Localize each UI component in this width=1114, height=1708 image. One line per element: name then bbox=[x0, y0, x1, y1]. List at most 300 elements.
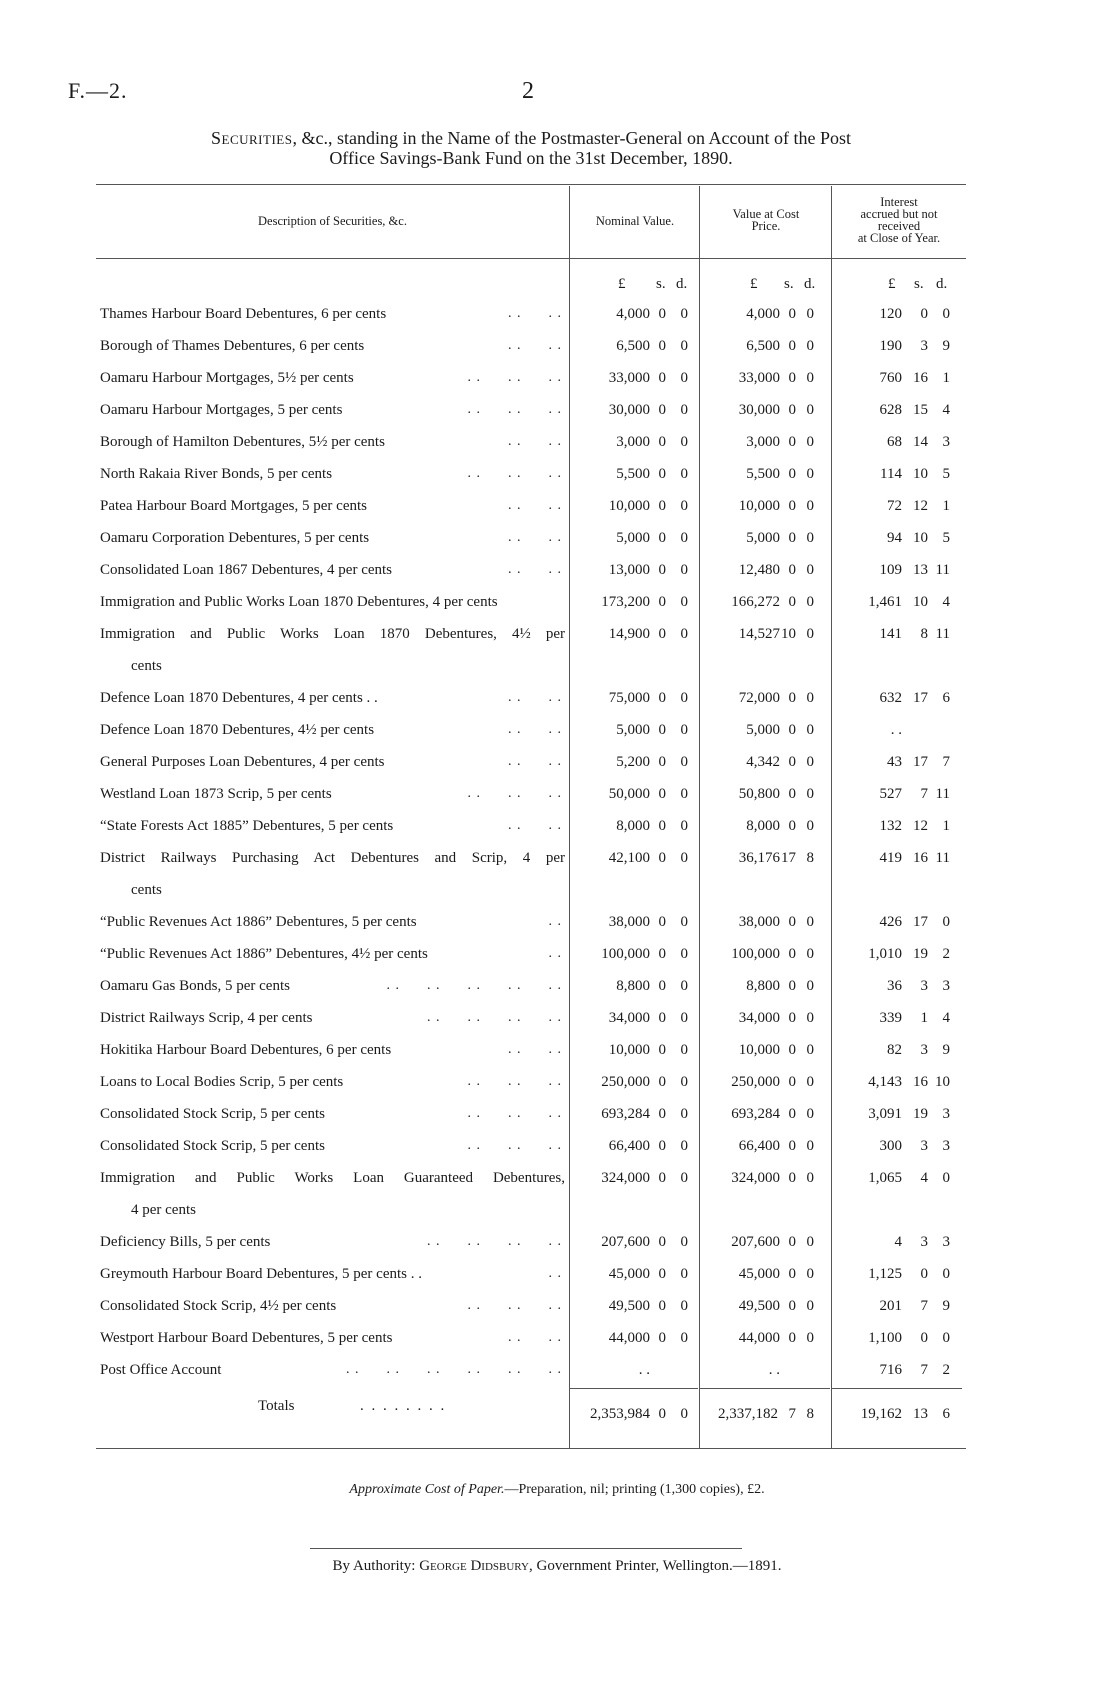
interest-pence: 4 bbox=[942, 594, 950, 610]
table-row bbox=[0, 1354, 1114, 1386]
leader-dots: . . . . bbox=[508, 434, 562, 449]
col-head-description: Description of Securities, &c. bbox=[258, 214, 407, 228]
cost-shillings: 0 bbox=[788, 1074, 796, 1090]
interest-pounds: 132 bbox=[879, 818, 902, 834]
interest-pence: 7 bbox=[942, 754, 950, 770]
col-head-interest bbox=[834, 196, 964, 244]
interest-pence: 3 bbox=[942, 1138, 950, 1154]
security-description: Hokitika Harbour Board Debentures, 6 per cents bbox=[100, 1042, 392, 1058]
table-row bbox=[0, 842, 1114, 898]
interest-shillings: 17 bbox=[913, 754, 928, 770]
nominal-shillings: 0 bbox=[658, 434, 666, 450]
title-rest: , &c., standing in the Name of the Postmaster-General on Account of the Post bbox=[292, 128, 851, 148]
interest-pence: 11 bbox=[935, 562, 950, 578]
interest-shillings: 3 bbox=[920, 1138, 928, 1154]
table-row bbox=[0, 330, 1114, 362]
security-description: District Railways Purchasing Act Debentures and Scrip, 4 per bbox=[100, 850, 565, 866]
nominal-pounds: 38,000 bbox=[608, 914, 650, 930]
cost-pence: 0 bbox=[806, 626, 814, 642]
security-description: Immigration and Public Works Loan 1870 Debentures, 4½ per bbox=[100, 626, 565, 642]
cost-pounds: 100,000 bbox=[731, 946, 780, 962]
security-description: North Rakaia River Bonds, 5 per cents bbox=[100, 466, 333, 482]
nominal-pounds: 10,000 bbox=[608, 1042, 650, 1058]
interest-pounds: 1,010 bbox=[868, 946, 902, 962]
nominal-pence: 0 bbox=[680, 1266, 688, 1282]
cost-pence: 0 bbox=[806, 1138, 814, 1154]
cost-shillings: 0 bbox=[788, 722, 796, 738]
totals-interest-pounds: 19,162 bbox=[860, 1406, 902, 1422]
interest-pence: 0 bbox=[942, 1170, 950, 1186]
nominal-shillings: 0 bbox=[658, 690, 666, 706]
interest-shillings: 3 bbox=[920, 1042, 928, 1058]
unit-pound-nominal: £ bbox=[618, 276, 626, 292]
interest-shillings: 19 bbox=[913, 1106, 928, 1122]
interest-shillings: 3 bbox=[920, 338, 928, 354]
nominal-pence: 0 bbox=[680, 1298, 688, 1314]
table-row bbox=[0, 810, 1114, 842]
interest-pounds: 72 bbox=[887, 498, 902, 514]
interest-pounds: 628 bbox=[879, 402, 902, 418]
leader-dots: . . . . bbox=[508, 1042, 562, 1057]
table-top-rule bbox=[96, 184, 966, 185]
nominal-shillings: 0 bbox=[658, 1234, 666, 1250]
title-lead: Securities bbox=[211, 128, 293, 148]
security-description: Loans to Local Bodies Scrip, 5 per cents bbox=[100, 1074, 344, 1090]
nominal-pounds: 8,800 bbox=[616, 978, 650, 994]
leader-dots: . . . . . . bbox=[467, 466, 562, 481]
interest-pounds: 527 bbox=[879, 786, 902, 802]
page-number: 2 bbox=[522, 78, 534, 104]
nominal-shillings: 0 bbox=[658, 594, 666, 610]
leader-dots: . . . . . . bbox=[467, 1138, 562, 1153]
cost-shillings: 0 bbox=[788, 690, 796, 706]
nominal-shillings: 0 bbox=[658, 498, 666, 514]
nominal-shillings: 0 bbox=[658, 626, 666, 642]
nominal-shillings: 0 bbox=[658, 466, 666, 482]
nominal-shillings: 0 bbox=[658, 1298, 666, 1314]
table-row bbox=[0, 426, 1114, 458]
cost-pence: 0 bbox=[806, 754, 814, 770]
cost-pounds: 8,800 bbox=[746, 978, 780, 994]
table-row bbox=[0, 1098, 1114, 1130]
cost-shillings: 0 bbox=[788, 594, 796, 610]
cost-shillings: 0 bbox=[788, 818, 796, 834]
nominal-shillings: 0 bbox=[658, 818, 666, 834]
interest-pounds: 760 bbox=[879, 370, 902, 386]
security-description: Oamaru Gas Bonds, 5 per cents bbox=[100, 978, 290, 994]
cost-pence: 0 bbox=[806, 466, 814, 482]
interest-pounds: . . bbox=[890, 722, 902, 738]
interest-pounds: 4 bbox=[894, 1234, 902, 1250]
cost-pence: 0 bbox=[806, 978, 814, 994]
totals-row bbox=[0, 1398, 1114, 1430]
security-description: Greymouth Harbour Board Debentures, 5 per cents . . bbox=[100, 1266, 422, 1282]
interest-shillings: 19 bbox=[913, 946, 928, 962]
security-description: Defence Loan 1870 Debentures, 4½ per cents bbox=[100, 722, 375, 738]
printer-authority bbox=[0, 1558, 1114, 1575]
security-description: Oamaru Corporation Debentures, 5 per cents bbox=[100, 530, 370, 546]
leader-dots: . . . . bbox=[508, 722, 562, 737]
interest-pounds: 419 bbox=[879, 850, 902, 866]
interest-pounds: 36 bbox=[887, 978, 902, 994]
table-row bbox=[0, 1002, 1114, 1034]
interest-pence: 4 bbox=[942, 402, 950, 418]
unit-pence-interest: d. bbox=[936, 276, 948, 292]
totals-leader-dots: . . . . . . . . bbox=[360, 1398, 447, 1414]
page-header-left: F.—2. bbox=[68, 78, 128, 103]
interest-shillings: 0 bbox=[920, 1266, 928, 1282]
table-row bbox=[0, 906, 1114, 938]
security-description: Consolidated Stock Scrip, 4½ per cents bbox=[100, 1298, 337, 1314]
cost-pence: 0 bbox=[806, 338, 814, 354]
cost-pence: 0 bbox=[806, 370, 814, 386]
document-title bbox=[96, 128, 966, 168]
cost-shillings: 17 bbox=[781, 850, 796, 866]
interest-pence: 11 bbox=[935, 850, 950, 866]
nominal-pounds: 66,400 bbox=[608, 1138, 650, 1154]
cost-pence: 0 bbox=[806, 306, 814, 322]
cost-shillings: 0 bbox=[788, 914, 796, 930]
cost-shillings: 10 bbox=[781, 626, 796, 642]
nominal-shillings: 0 bbox=[658, 1138, 666, 1154]
interest-shillings: 3 bbox=[920, 978, 928, 994]
cost-pence: 0 bbox=[806, 434, 814, 450]
nominal-pence: 0 bbox=[680, 306, 688, 322]
leader-dots: . . . . bbox=[508, 306, 562, 321]
cost-pence: 0 bbox=[806, 818, 814, 834]
cost-pounds: 33,000 bbox=[738, 370, 780, 386]
leader-dots: . . . . . . . . bbox=[427, 1234, 562, 1249]
leader-dots: . . . . bbox=[508, 562, 562, 577]
totals-top-rule-cost bbox=[700, 1388, 830, 1389]
interest-pence: 1 bbox=[942, 498, 950, 514]
leader-dots: . . . . . . bbox=[467, 1074, 562, 1089]
unit-pence-cost: d. bbox=[804, 276, 816, 292]
interest-pence: 3 bbox=[942, 434, 950, 450]
interest-pounds: 114 bbox=[880, 466, 902, 482]
cost-shillings: 0 bbox=[788, 1298, 796, 1314]
nominal-shillings: 0 bbox=[658, 530, 666, 546]
cost-pounds: 693,284 bbox=[731, 1106, 780, 1122]
leader-dots: . . . . . . . . bbox=[427, 1010, 562, 1025]
cost-pounds: 5,000 bbox=[746, 530, 780, 546]
nominal-pence: 0 bbox=[680, 402, 688, 418]
cost-shillings: 0 bbox=[788, 786, 796, 802]
cost-pence: 0 bbox=[806, 530, 814, 546]
cost-pence: 0 bbox=[806, 1298, 814, 1314]
cost-pounds: 324,000 bbox=[731, 1170, 780, 1186]
table-row bbox=[0, 362, 1114, 394]
cost-pounds: . . bbox=[768, 1362, 780, 1378]
interest-pence: 0 bbox=[942, 914, 950, 930]
table-row bbox=[0, 746, 1114, 778]
leader-dots: . . . . bbox=[508, 1330, 562, 1345]
interest-pence: 2 bbox=[942, 946, 950, 962]
cost-shillings: 0 bbox=[788, 1010, 796, 1026]
cost-shillings: 0 bbox=[788, 370, 796, 386]
interest-pounds: 120 bbox=[879, 306, 902, 322]
table-row bbox=[0, 970, 1114, 1002]
nominal-pounds: 75,000 bbox=[608, 690, 650, 706]
table-row bbox=[0, 1322, 1114, 1354]
cost-shillings: 0 bbox=[788, 530, 796, 546]
cost-pounds: 10,000 bbox=[738, 1042, 780, 1058]
nominal-pounds: 30,000 bbox=[608, 402, 650, 418]
cost-pounds: 45,000 bbox=[738, 1266, 780, 1282]
nominal-pounds: 13,000 bbox=[608, 562, 650, 578]
nominal-pounds: 50,000 bbox=[608, 786, 650, 802]
interest-pence: 3 bbox=[942, 978, 950, 994]
interest-pounds: 68 bbox=[887, 434, 902, 450]
nominal-pence: 0 bbox=[680, 434, 688, 450]
totals-top-rule-nominal bbox=[570, 1388, 698, 1389]
nominal-shillings: 0 bbox=[658, 850, 666, 866]
leader-dots: . . . . bbox=[508, 690, 562, 705]
security-description: Deficiency Bills, 5 per cents bbox=[100, 1234, 271, 1250]
cost-pence: 0 bbox=[806, 1170, 814, 1186]
nominal-pence: 0 bbox=[680, 1234, 688, 1250]
totals-label: Totals bbox=[258, 1398, 295, 1414]
table-row bbox=[0, 714, 1114, 746]
interest-shillings: 7 bbox=[920, 786, 928, 802]
table-row bbox=[0, 1290, 1114, 1322]
cost-shillings: 0 bbox=[788, 1330, 796, 1346]
interest-pounds: 1,461 bbox=[868, 594, 902, 610]
interest-pence: 9 bbox=[942, 338, 950, 354]
nominal-pence: 0 bbox=[680, 786, 688, 802]
authority-suffix: , Government Printer, Wellington.—1891. bbox=[528, 1558, 782, 1574]
cost-pounds: 72,000 bbox=[738, 690, 780, 706]
totals-cost-shillings: 7 bbox=[788, 1406, 796, 1422]
interest-pence: 1 bbox=[942, 818, 950, 834]
cost-pounds: 166,272 bbox=[731, 594, 780, 610]
interest-shillings: 15 bbox=[913, 402, 928, 418]
unit-shilling-interest: s. bbox=[914, 276, 924, 292]
cost-pounds: 4,342 bbox=[746, 754, 780, 770]
interest-shillings: 0 bbox=[920, 1330, 928, 1346]
interest-pence: 3 bbox=[942, 1234, 950, 1250]
interest-shillings: 10 bbox=[913, 594, 928, 610]
nominal-pence: 0 bbox=[680, 722, 688, 738]
nominal-shillings: 0 bbox=[658, 946, 666, 962]
nominal-pounds: . . bbox=[638, 1362, 650, 1378]
table-row bbox=[0, 778, 1114, 810]
security-description: “Public Revenues Act 1886” Debentures, 4½ per cents bbox=[100, 946, 428, 962]
cost-pounds: 4,000 bbox=[746, 306, 780, 322]
table-row bbox=[0, 522, 1114, 554]
nominal-pence: 0 bbox=[680, 466, 688, 482]
table-row bbox=[0, 490, 1114, 522]
cost-pounds: 50,800 bbox=[738, 786, 780, 802]
col-head-interest-line3: received bbox=[877, 219, 921, 233]
table-row bbox=[0, 1162, 1114, 1218]
cost-shillings: 0 bbox=[788, 978, 796, 994]
interest-pounds: 201 bbox=[879, 1298, 902, 1314]
cost-pounds: 3,000 bbox=[746, 434, 780, 450]
nominal-shillings: 0 bbox=[658, 1330, 666, 1346]
security-description: Post Office Account bbox=[100, 1362, 222, 1378]
interest-pence: 5 bbox=[942, 530, 950, 546]
interest-pence: 0 bbox=[942, 306, 950, 322]
security-description: “State Forests Act 1885” Debentures, 5 per cents bbox=[100, 818, 394, 834]
security-description: Defence Loan 1870 Debentures, 4 per cents . . bbox=[100, 690, 378, 706]
nominal-pence: 0 bbox=[680, 1170, 688, 1186]
nominal-pence: 0 bbox=[680, 338, 688, 354]
nominal-pence: 0 bbox=[680, 530, 688, 546]
interest-pounds: 82 bbox=[887, 1042, 902, 1058]
unit-pound-cost: £ bbox=[750, 276, 758, 292]
nominal-pounds: 100,000 bbox=[601, 946, 650, 962]
cost-pence: 0 bbox=[806, 722, 814, 738]
nominal-pounds: 49,500 bbox=[608, 1298, 650, 1314]
cost-pounds: 34,000 bbox=[738, 1010, 780, 1026]
interest-shillings: 4 bbox=[920, 1170, 928, 1186]
nominal-pounds: 42,100 bbox=[608, 850, 650, 866]
interest-pence: 0 bbox=[942, 1266, 950, 1282]
interest-shillings: 3 bbox=[920, 1234, 928, 1250]
interest-shillings: 12 bbox=[913, 818, 928, 834]
cost-pounds: 10,000 bbox=[738, 498, 780, 514]
table-row bbox=[0, 458, 1114, 490]
leader-dots: . . bbox=[548, 946, 562, 961]
interest-pence: 0 bbox=[942, 1330, 950, 1346]
cost-pence: 0 bbox=[806, 1106, 814, 1122]
security-description: Consolidated Stock Scrip, 5 per cents bbox=[100, 1138, 325, 1154]
nominal-shillings: 0 bbox=[658, 1042, 666, 1058]
nominal-pence: 0 bbox=[680, 818, 688, 834]
cost-pence: 0 bbox=[806, 402, 814, 418]
security-description-continued: cents bbox=[131, 658, 162, 674]
nominal-pence: 0 bbox=[680, 850, 688, 866]
interest-pounds: 716 bbox=[879, 1362, 902, 1378]
nominal-pounds: 3,000 bbox=[616, 434, 650, 450]
interest-shillings: 8 bbox=[920, 626, 928, 642]
security-description: Westport Harbour Board Debentures, 5 per cents bbox=[100, 1330, 393, 1346]
nominal-pounds: 5,000 bbox=[616, 530, 650, 546]
printer-name: George Didsbury bbox=[419, 1558, 529, 1574]
nominal-pence: 0 bbox=[680, 754, 688, 770]
interest-shillings: 13 bbox=[913, 562, 928, 578]
nominal-pence: 0 bbox=[680, 1010, 688, 1026]
cost-pounds: 250,000 bbox=[731, 1074, 780, 1090]
nominal-pounds: 207,600 bbox=[601, 1234, 650, 1250]
cost-shillings: 0 bbox=[788, 754, 796, 770]
interest-shillings: 17 bbox=[913, 690, 928, 706]
nominal-pence: 0 bbox=[680, 626, 688, 642]
cost-of-paper-note bbox=[0, 1482, 1114, 1498]
nominal-pounds: 5,500 bbox=[616, 466, 650, 482]
interest-pence: 3 bbox=[942, 1106, 950, 1122]
table-header-rule bbox=[96, 258, 966, 259]
cost-shillings: 0 bbox=[788, 1170, 796, 1186]
nominal-shillings: 0 bbox=[658, 1106, 666, 1122]
interest-shillings: 7 bbox=[920, 1298, 928, 1314]
table-row bbox=[0, 1226, 1114, 1258]
security-description: General Purposes Loan Debentures, 4 per cents bbox=[100, 754, 385, 770]
security-description: Oamaru Harbour Mortgages, 5½ per cents bbox=[100, 370, 354, 386]
table-row bbox=[0, 682, 1114, 714]
nominal-pence: 0 bbox=[680, 1074, 688, 1090]
interest-shillings: 12 bbox=[913, 498, 928, 514]
interest-shillings: 16 bbox=[913, 850, 928, 866]
nominal-shillings: 0 bbox=[658, 786, 666, 802]
cost-pence: 0 bbox=[806, 690, 814, 706]
cost-pence: 0 bbox=[806, 1234, 814, 1250]
col-head-cost-line1: Value at Cost bbox=[732, 207, 800, 221]
totals-top-rule-interest bbox=[832, 1388, 962, 1389]
table-row bbox=[0, 1066, 1114, 1098]
interest-pounds: 426 bbox=[879, 914, 902, 930]
nominal-pounds: 33,000 bbox=[608, 370, 650, 386]
col-head-cost bbox=[702, 208, 830, 232]
interest-pounds: 339 bbox=[879, 1010, 902, 1026]
interest-pounds: 109 bbox=[879, 562, 902, 578]
nominal-pence: 0 bbox=[680, 1042, 688, 1058]
cost-shillings: 0 bbox=[788, 466, 796, 482]
nominal-shillings: 0 bbox=[658, 338, 666, 354]
nominal-pence: 0 bbox=[680, 690, 688, 706]
table-bottom-rule bbox=[96, 1448, 966, 1449]
table-row bbox=[0, 938, 1114, 970]
cost-shillings: 0 bbox=[788, 562, 796, 578]
leader-dots: . . . . bbox=[508, 498, 562, 513]
cost-pounds: 49,500 bbox=[738, 1298, 780, 1314]
nominal-pounds: 8,000 bbox=[616, 818, 650, 834]
leader-dots: . . . . bbox=[508, 530, 562, 545]
nominal-pounds: 4,000 bbox=[616, 306, 650, 322]
interest-shillings: 17 bbox=[913, 914, 928, 930]
nominal-pence: 0 bbox=[680, 978, 688, 994]
nominal-pounds: 34,000 bbox=[608, 1010, 650, 1026]
col-head-interest-line4: at Close of Year. bbox=[857, 231, 941, 245]
interest-pence: 2 bbox=[942, 1362, 950, 1378]
security-description: Westland Loan 1873 Scrip, 5 per cents bbox=[100, 786, 332, 802]
cost-shillings: 0 bbox=[788, 946, 796, 962]
security-description: Thames Harbour Board Debentures, 6 per cents bbox=[100, 306, 387, 322]
nominal-pence: 0 bbox=[680, 594, 688, 610]
cost-shillings: 0 bbox=[788, 1042, 796, 1058]
cost-pence: 0 bbox=[806, 594, 814, 610]
interest-pence: 6 bbox=[942, 690, 950, 706]
leader-dots: . . . . . . bbox=[467, 402, 562, 417]
security-description: Borough of Hamilton Debentures, 5½ per cents bbox=[100, 434, 385, 450]
nominal-pence: 0 bbox=[680, 1106, 688, 1122]
cost-pounds: 30,000 bbox=[738, 402, 780, 418]
interest-pence: 10 bbox=[935, 1074, 950, 1090]
nominal-pence: 0 bbox=[680, 1330, 688, 1346]
cost-pounds: 66,400 bbox=[738, 1138, 780, 1154]
cost-pounds: 8,000 bbox=[746, 818, 780, 834]
interest-pounds: 94 bbox=[887, 530, 902, 546]
table-row bbox=[0, 298, 1114, 330]
cost-shillings: 0 bbox=[788, 402, 796, 418]
nominal-shillings: 0 bbox=[658, 1266, 666, 1282]
totals-interest-pence: 6 bbox=[942, 1406, 950, 1422]
table-row bbox=[0, 554, 1114, 586]
cost-pence: 0 bbox=[806, 1010, 814, 1026]
table-row bbox=[0, 586, 1114, 618]
cost-shillings: 0 bbox=[788, 1106, 796, 1122]
table-row bbox=[0, 1258, 1114, 1290]
interest-pounds: 190 bbox=[879, 338, 902, 354]
table-row bbox=[0, 1130, 1114, 1162]
cost-pence: 0 bbox=[806, 1266, 814, 1282]
cost-shillings: 0 bbox=[788, 1138, 796, 1154]
nominal-pence: 0 bbox=[680, 370, 688, 386]
totals-cost-pounds: 2,337,182 bbox=[718, 1406, 778, 1422]
cost-of-paper-text: —Preparation, nil; printing (1,300 copies), £2. bbox=[504, 1482, 765, 1497]
security-description-continued: 4 per cents bbox=[131, 1202, 196, 1218]
